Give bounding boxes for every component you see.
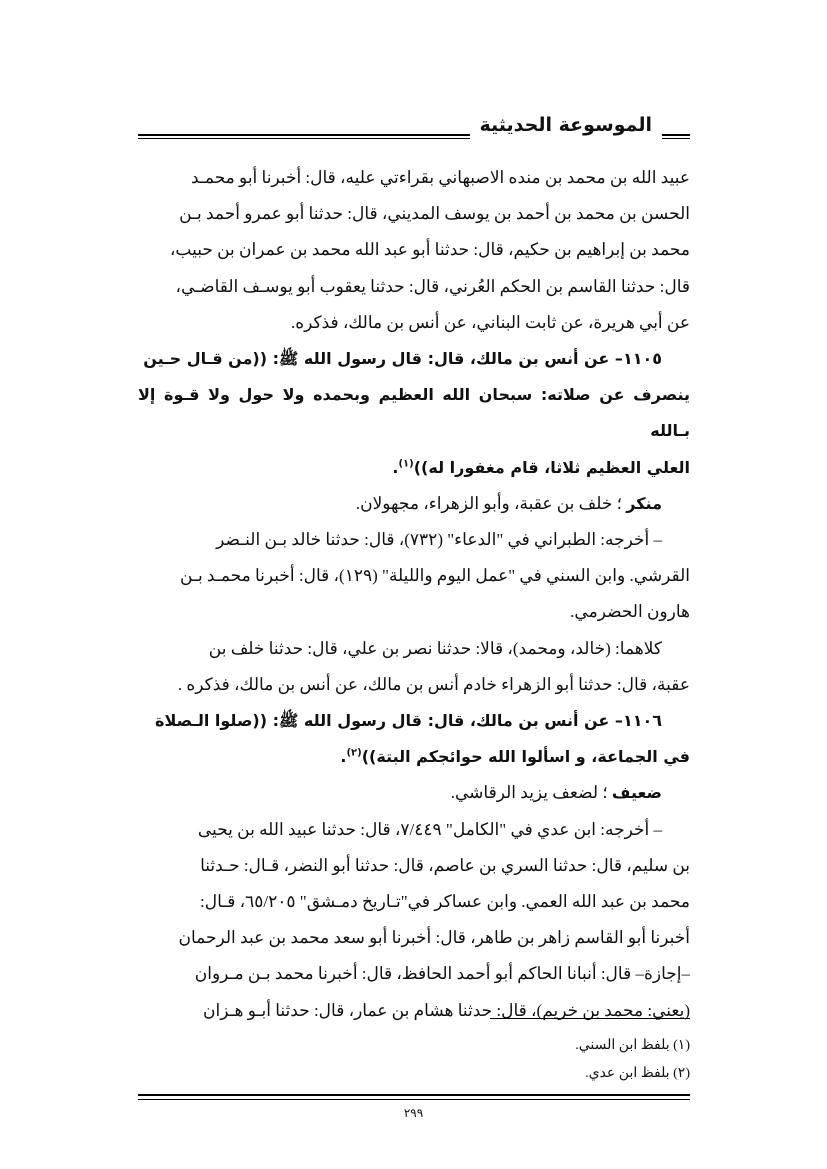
takhrij-line: بن سليم، قال: حدثنا السري بن عاصم، قال: حدثنا أبو النضر، قـال: حـدثنا [200,855,690,875]
page-number: ٢٩٩ [403,1106,424,1120]
footnote-ref-1: (١) [398,458,414,470]
period: . [392,457,399,477]
takhrij-line: – أخرجه: الطبراني في "الدعاء" (٧٣٢)، قال: حدثنا خالد بـن النـضر [216,530,662,550]
takhrij-line: –إجازة– قال: أنبانا الحاكم أبو أحمد الحافظ، قال: أخبرنا محمد بـن مـروان [194,964,690,984]
hadith-1106-line: ١١٠٦– عن أنس بن مالك، قال: قال رسول الله ﷺ: ((صلوا الـصلاة [155,711,662,731]
hadith-1105-line: ١١٠٥– عن أنس بن مالك، قال: قال رسول الله ﷺ: ((من قـال حـين [143,349,662,369]
isnad-line: محمد بن إبراهيم بن حكيم، قال: حدثنا أبو عبد الله محمد بن عمران بن حبيب، [169,240,690,260]
footnote-ref-2: (٢) [346,747,362,759]
takhrij-line: هارون الحضرمي. [570,602,690,622]
header-title: الموسوعة الحديثية [472,114,661,136]
isnad-line: قال: حدثنا القاسم بن الحكم العُرني، قال: حدثنا يعقوب أبو يوسـف القاضـي، [175,276,690,296]
takhrij-line: محمد بن عبد الله العمي. وابن عساكر في"تـاريخ دمـشق" ٦٥/٢٠٥، قـال: [200,892,690,912]
takhrij-line: عقبة، قال: حدثنا أبو الزهراء خادم أنس بن مالك، عن أنس بن مالك، فذكره . [177,674,690,694]
grade-line-1 [138,486,690,522]
bottom-rule [138,1094,690,1100]
footnotes [138,1032,690,1088]
isnad-line: عبيد الله بن محمد بن منده الاصبهاني بقراءتي عليه، قال: أخبرنا أبو محمـد [190,168,690,187]
footnote-separator [490,1018,690,1019]
isnad-line: الحسن بن محمد بن أحمد بن يوسف المديني، قال: حدثنا أبو عمرو أحمد بـن [179,204,690,224]
grade-reason: ؛ خلف بن عقبة، وأبو الزهراء، مجهولان. [355,493,627,513]
hadith-1105-line [138,450,690,486]
header-rule-left [138,134,470,139]
footnote-2: (٢) بلفظ ابن عدي. [585,1066,690,1081]
footnote-1: (١) بلفظ ابن السني. [575,1038,690,1053]
takhrij-line: – أخرجه: ابن عدي في "الكامل" ٧/٤٤٩، قال: حدثنا عبيد الله بن يحيى [197,819,662,839]
body-text [138,160,690,1029]
takhrij-line: (يعني: محمد بن خريم)، قال: حدثنا هشام بن عمار، قال: حدثنا أبـو هـزان [202,1000,690,1020]
period: . [340,747,347,767]
takhrij-line: كلاهما: (خالد، ومحمد)، قالا: حدثنا نصر بن علي، قال: حدثنا خلف بن [208,638,662,658]
takhrij-line: أخبرنا أبو القاسم زاهر بن طاهر، قال: أخبرنا أبو سعد محمد بن عبد الرحمان [178,928,690,948]
grade-label: منكر [626,493,662,513]
header-rule-right [662,134,690,139]
hadith-1105-line: ينصرف عن صلاته: سبحان الله العظيم وبحمده ولا حول ولا قـوة إلا بـالله [138,385,690,441]
isnad-line: عن أبي هريرة، عن ثابت البناني، عن أنس بن مالك، فذكره. [290,312,690,332]
hadith-1105-text: العلي العظيم ثلاثا، قام مغفورا له)) [413,457,690,477]
grade-label: ضعيف [611,783,662,803]
running-header [138,108,690,148]
hadith-1106-line [138,739,690,775]
takhrij-line: القرشي. وابن السني في "عمل اليوم والليلة" (١٢٩)، قال: أخبرنا محمـد بـن [180,566,690,586]
grade-reason: ؛ لضعف يزيد الرقاشي. [450,783,612,803]
grade-line-2 [138,775,690,811]
hadith-1106-text: في الجماعة، و اسألوا الله حوائجكم البتة)) [361,747,690,767]
